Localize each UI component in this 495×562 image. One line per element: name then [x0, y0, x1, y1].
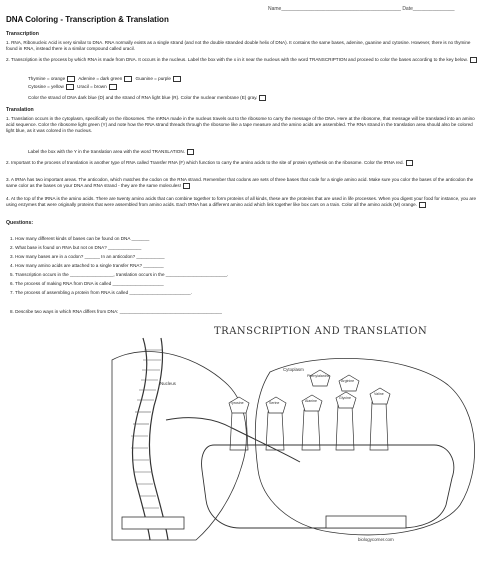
amino-acid-label-3: Alanine [305, 399, 317, 403]
color-key-row-2: Cytosine = yellow Uracil = brown [28, 84, 119, 90]
translation-paragraph-1: 1. Translation occurs in the cytoplasm, specifically on the ribosomes. The mRNA made in the nucleus travels out to the ribosome to carry the message of the DNA. Here at the ribosome, that message will be translated into an amino acid sequence. Color the ribosome light green (Y) and note how the RNA strand threads through the ribosome like a tape measure and the amino acids are assembled. The RNA strand in the translation area should also be colored light blue, as it was colored in the nucleus. [6, 116, 475, 134]
translation-label-note: Label the box with the Y in the translation area with the word TRANSLATION. [28, 149, 194, 155]
question-2[interactable]: 2. What base is found on RNA but not on DNA? _____________ [10, 245, 142, 250]
mrna-strand [166, 418, 300, 462]
translation-heading: Translation [6, 107, 34, 113]
color-key-row-1: Thymine = orange Adenine = dark green Guanine = purple [28, 76, 183, 82]
amino-acid-label-5: Valine [374, 392, 384, 396]
color-note: Color the strand of DNA dark blue (D) and the strand of RNA light blue (R). Color the nuclear membrane (E) gray. [28, 95, 266, 101]
question-1[interactable]: 1. How many different kinds of bases can be found on DNA _______ [10, 236, 150, 241]
amino-acid-label-2: Serine [269, 401, 280, 405]
ribosome [202, 445, 454, 528]
question-6[interactable]: 6. The process of making RNA from DNA is called ____________________ [10, 281, 164, 286]
dna-strand-right [150, 338, 169, 540]
amino-acid-label-4: Glycine [339, 396, 351, 400]
question-4[interactable]: 4. How many amino acids are attached to a single transfer RNA? ________ [10, 263, 164, 268]
translation-paragraph-4: 4. At the top of the tRNA is the amino acids. There are twenty amino acids that can combine together to form proteins of all kinds, these are the proteins that are used in life processes. When you digest your food for instance, you are using enzymes that were originally proteins that were assembled from amino acids. Each tRNA has a different amino acid which link together like box cars on a train. Color all the amino acids (M) orange. [6, 196, 477, 208]
dna-strand-left [133, 338, 150, 540]
transcription-heading: Transcription [6, 31, 39, 37]
cytoplasm-label: Cytoplasm [283, 367, 304, 372]
page-title: DNA Coloring - Transcription & Translation [6, 15, 169, 24]
transcription-paragraph-1: 1. RNA, Ribonucleic Acid is very similar to DNA. RNA normally exists as a single strand (and not the double stranded double helix of DNA). It contains the same bases, adenine, guanine and cytosine. However, there is no thymine found in RNA, instead there is a similar compound called uracil. [6, 40, 471, 52]
transcription-paragraph-2: 2. Transcription is the process by which RNA is made from DNA. It occurs in the nucleus. Label the box with the x in it near the nucleus with the word TRANSCRIPTION and proceed to color the bases according to the key below. [6, 57, 482, 63]
questions-heading: Questions: [6, 220, 34, 226]
question-3[interactable]: 3. How many bases are in a codon? ______ In an anticodon? ___________ [10, 254, 165, 259]
translation-label-box [326, 516, 406, 528]
transcription-label-box [122, 517, 184, 529]
translation-paragraph-2: 2. Important to the process of translation is another type of RNA called Transfer RNA (F) which function to carry the amino acids to the site of protein synthesis on the ribosome. Color the tRNA red. [6, 160, 482, 166]
question-7[interactable]: 7. The process of assembling a protein from RNA is called ________________________. [10, 290, 192, 295]
site-credit: biologycorner.com [358, 537, 394, 542]
date-field[interactable]: Date_______________ [402, 6, 455, 12]
question-5[interactable]: 5. Transcription occurs in the _________________, translation occurs in the ________________________. [10, 272, 229, 277]
name-field[interactable]: Name___________________________________________ [268, 6, 401, 12]
diagram-title: TRANSCRIPTION AND TRANSLATION [214, 326, 428, 337]
nucleus-label: Nucleus [160, 381, 176, 386]
amino-acid-label-6: Arginine [341, 379, 355, 383]
amino-acid-label-1: Tyrosine [230, 401, 244, 405]
translation-paragraph-3: 3. A tRNA has two important areas. The anticodon, which matches the codon on the RNA strand. Remember that codons are sets of three bases that code for a single amino acid. Make sure you color the bases of the anticodon the same color as the bases on your DNA and RNA strand - they are the same molecules! [6, 177, 474, 189]
question-8[interactable]: 8. Describe two ways in which RNA differs from DNA: ________________________________________ [10, 309, 222, 314]
amino-acid-label-7: Phenylalanine [307, 374, 330, 378]
